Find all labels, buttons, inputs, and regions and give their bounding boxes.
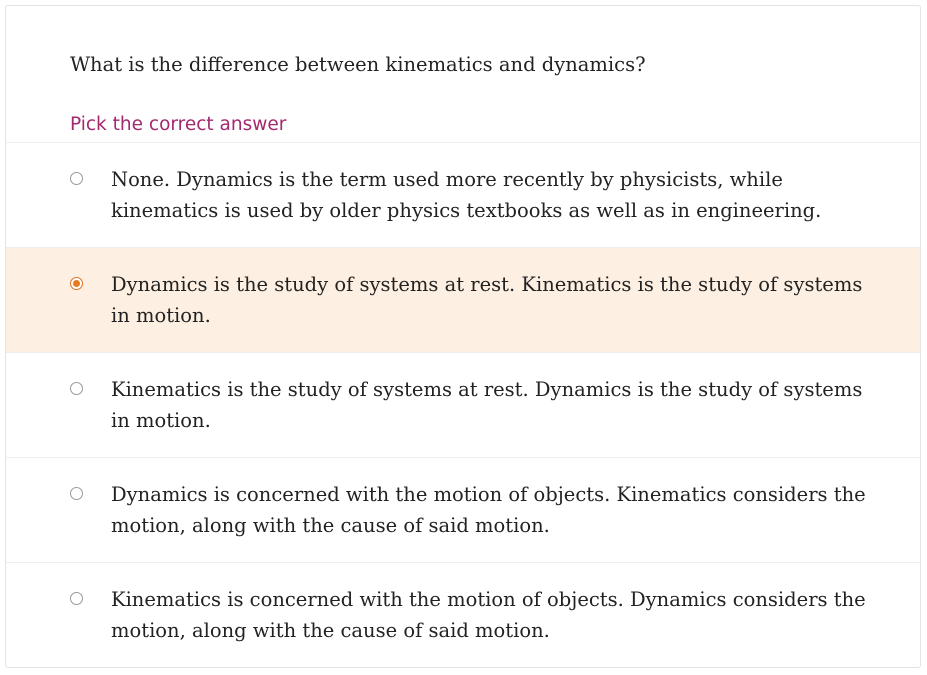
answer-option-5[interactable] xyxy=(6,562,920,667)
answer-option-label: Kinematics is the study of systems at rest. Dynamics is the study of systems in motion. xyxy=(111,378,863,432)
answer-option-2[interactable] xyxy=(6,247,920,352)
question-text: What is the difference between kinematics and dynamics? xyxy=(70,53,646,76)
answer-prompt: Pick the correct answer xyxy=(70,114,287,135)
answer-option-label: Kinematics is concerned with the motion of objects. Dynamics considers the motion, along with the cause of said motion. xyxy=(111,588,866,642)
answer-option-label: Dynamics is the study of systems at rest. Kinematics is the study of systems in motion. xyxy=(111,273,863,327)
answer-option-label: None. Dynamics is the term used more recently by physicists, while kinematics is used by older physics textbooks as well as in engineering. xyxy=(111,168,822,222)
radio-button[interactable] xyxy=(70,172,83,185)
radio-button[interactable] xyxy=(70,382,83,395)
answer-option-label: Dynamics is concerned with the motion of objects. Kinematics considers the motion, along with the cause of said motion. xyxy=(111,483,866,537)
answer-option-1[interactable] xyxy=(6,142,920,247)
radio-button[interactable] xyxy=(70,487,83,500)
radio-button[interactable] xyxy=(70,592,83,605)
answer-option-3[interactable] xyxy=(6,352,920,457)
answer-options xyxy=(6,142,920,667)
quiz-card xyxy=(5,5,921,668)
answer-option-4[interactable] xyxy=(6,457,920,562)
radio-button[interactable] xyxy=(70,277,83,290)
